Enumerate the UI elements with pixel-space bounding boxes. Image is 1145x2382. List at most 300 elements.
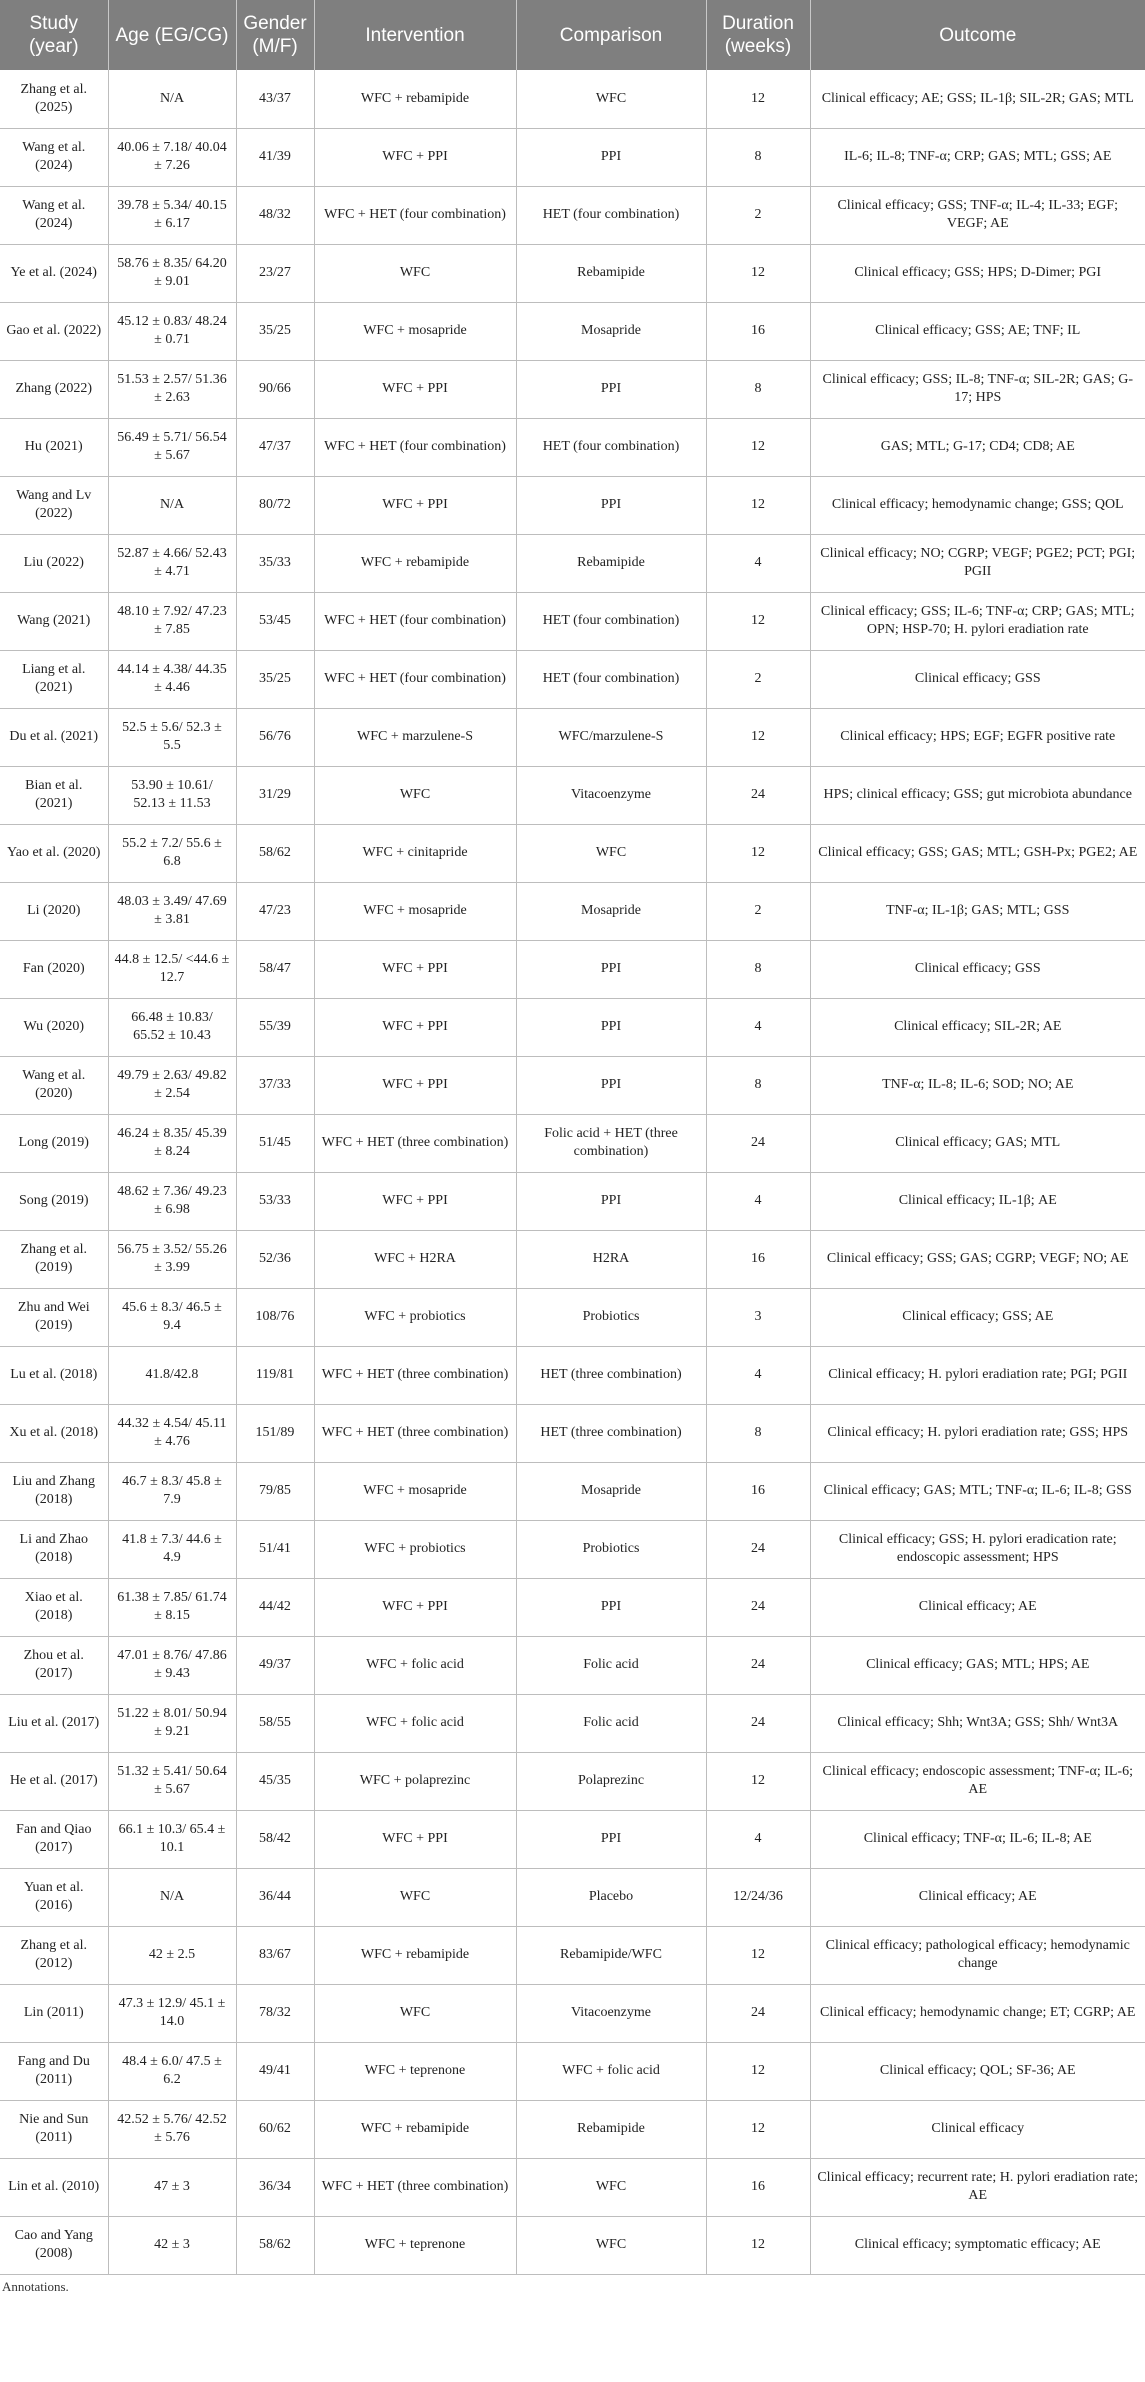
table-row <box>0 1172 1145 1230</box>
cell-gender: 36/34 <box>236 2158 314 2216</box>
cell-comparison: Rebamipide/WFC <box>516 1926 706 1984</box>
cell-age: 44.32 ± 4.54/ 45.11 ± 4.76 <box>108 1404 236 1462</box>
cell-study: He et al. (2017) <box>0 1752 108 1810</box>
cell-study: Yuan et al. (2016) <box>0 1868 108 1926</box>
cell-study: Long (2019) <box>0 1114 108 1172</box>
cell-outcome: Clinical efficacy; GSS; IL-6; TNF-α; CRP; GAS; MTL; OPN; HSP-70; H. pylori eradiation rate <box>810 592 1145 650</box>
cell-intervention: WFC + PPI <box>314 476 516 534</box>
cell-age: 61.38 ± 7.85/ 61.74 ± 8.15 <box>108 1578 236 1636</box>
cell-comparison: PPI <box>516 1810 706 1868</box>
cell-outcome: Clinical efficacy; symptomatic efficacy; AE <box>810 2216 1145 2274</box>
cell-age: 51.32 ± 5.41/ 50.64 ± 5.67 <box>108 1752 236 1810</box>
cell-outcome: Clinical efficacy; GSS <box>810 650 1145 708</box>
cell-duration: 12 <box>706 2042 810 2100</box>
cell-gender: 49/37 <box>236 1636 314 1694</box>
table-row <box>0 1868 1145 1926</box>
cell-age: 47 ± 3 <box>108 2158 236 2216</box>
cell-intervention: WFC + mosapride <box>314 1462 516 1520</box>
cell-age: 51.22 ± 8.01/ 50.94 ± 9.21 <box>108 1694 236 1752</box>
cell-comparison: PPI <box>516 360 706 418</box>
cell-comparison: Vitacoenzyme <box>516 1984 706 2042</box>
table-body <box>0 70 1145 2274</box>
cell-intervention: WFC + rebamipide <box>314 70 516 128</box>
cell-study: Wu (2020) <box>0 998 108 1056</box>
table-row <box>0 1984 1145 2042</box>
table-row <box>0 476 1145 534</box>
table-row <box>0 1462 1145 1520</box>
header-intervention: Intervention <box>314 0 516 70</box>
cell-outcome: Clinical efficacy; GAS; MTL; HPS; AE <box>810 1636 1145 1694</box>
table-row <box>0 360 1145 418</box>
cell-gender: 48/32 <box>236 186 314 244</box>
cell-age: 48.62 ± 7.36/ 49.23 ± 6.98 <box>108 1172 236 1230</box>
cell-outcome: GAS; MTL; G-17; CD4; CD8; AE <box>810 418 1145 476</box>
cell-intervention: WFC + cinitapride <box>314 824 516 882</box>
table-row <box>0 1926 1145 1984</box>
cell-duration: 24 <box>706 1520 810 1578</box>
table-row <box>0 1578 1145 1636</box>
cell-gender: 41/39 <box>236 128 314 186</box>
cell-comparison: Folic acid + HET (three combination) <box>516 1114 706 1172</box>
cell-gender: 23/27 <box>236 244 314 302</box>
cell-intervention: WFC + polaprezinc <box>314 1752 516 1810</box>
cell-intervention: WFC + mosapride <box>314 302 516 360</box>
cell-duration: 8 <box>706 360 810 418</box>
cell-duration: 24 <box>706 766 810 824</box>
cell-gender: 58/47 <box>236 940 314 998</box>
table-row <box>0 2216 1145 2274</box>
cell-comparison: Folic acid <box>516 1636 706 1694</box>
table-row <box>0 244 1145 302</box>
cell-outcome: Clinical efficacy; GSS; GAS; CGRP; VEGF; NO; AE <box>810 1230 1145 1288</box>
cell-gender: 58/42 <box>236 1810 314 1868</box>
cell-intervention: WFC <box>314 1868 516 1926</box>
cell-duration: 4 <box>706 1172 810 1230</box>
cell-duration: 3 <box>706 1288 810 1346</box>
cell-comparison: Probiotics <box>516 1520 706 1578</box>
cell-study: Lin et al. (2010) <box>0 2158 108 2216</box>
cell-study: Wang and Lv (2022) <box>0 476 108 534</box>
cell-comparison: WFC <box>516 2158 706 2216</box>
cell-comparison: Vitacoenzyme <box>516 766 706 824</box>
table-row <box>0 1694 1145 1752</box>
cell-intervention: WFC + teprenone <box>314 2216 516 2274</box>
cell-duration: 8 <box>706 128 810 186</box>
cell-age: N/A <box>108 476 236 534</box>
cell-intervention: WFC + PPI <box>314 128 516 186</box>
cell-intervention: WFC + folic acid <box>314 1636 516 1694</box>
cell-intervention: WFC + PPI <box>314 1578 516 1636</box>
cell-outcome: Clinical efficacy; GSS; AE <box>810 1288 1145 1346</box>
cell-outcome: Clinical efficacy; AE; GSS; IL-1β; SIL-2R; GAS; MTL <box>810 70 1145 128</box>
cell-age: 48.4 ± 6.0/ 47.5 ± 6.2 <box>108 2042 236 2100</box>
cell-study: Li and Zhao (2018) <box>0 1520 108 1578</box>
cell-intervention: WFC + PPI <box>314 940 516 998</box>
cell-age: 42 ± 3 <box>108 2216 236 2274</box>
cell-age: 40.06 ± 7.18/ 40.04 ± 7.26 <box>108 128 236 186</box>
cell-outcome: Clinical efficacy; H. pylori eradiation rate; GSS; HPS <box>810 1404 1145 1462</box>
cell-duration: 12 <box>706 476 810 534</box>
cell-study: Fang and Du (2011) <box>0 2042 108 2100</box>
table-row <box>0 1288 1145 1346</box>
table-row <box>0 708 1145 766</box>
cell-age: 49.79 ± 2.63/ 49.82 ± 2.54 <box>108 1056 236 1114</box>
cell-gender: 35/33 <box>236 534 314 592</box>
cell-outcome: HPS; clinical efficacy; GSS; gut microbiota abundance <box>810 766 1145 824</box>
cell-intervention: WFC + PPI <box>314 360 516 418</box>
table-row <box>0 1404 1145 1462</box>
cell-gender: 79/85 <box>236 1462 314 1520</box>
table-row <box>0 766 1145 824</box>
cell-comparison: HET (four combination) <box>516 418 706 476</box>
cell-outcome: Clinical efficacy; hemodynamic change; ET; CGRP; AE <box>810 1984 1145 2042</box>
header-study: Study (year) <box>0 0 108 70</box>
cell-intervention: WFC + probiotics <box>314 1520 516 1578</box>
cell-gender: 90/66 <box>236 360 314 418</box>
cell-comparison: HET (four combination) <box>516 186 706 244</box>
cell-gender: 51/45 <box>236 1114 314 1172</box>
cell-intervention: WFC + HET (four combination) <box>314 592 516 650</box>
cell-outcome: Clinical efficacy; GSS <box>810 940 1145 998</box>
cell-study: Liu (2022) <box>0 534 108 592</box>
table-row <box>0 418 1145 476</box>
cell-comparison: PPI <box>516 476 706 534</box>
cell-study: Zhu and Wei (2019) <box>0 1288 108 1346</box>
cell-intervention: WFC + PPI <box>314 998 516 1056</box>
cell-comparison: Rebamipide <box>516 2100 706 2158</box>
cell-study: Bian et al. (2021) <box>0 766 108 824</box>
cell-study: Zhou et al. (2017) <box>0 1636 108 1694</box>
cell-comparison: HET (four combination) <box>516 592 706 650</box>
cell-gender: 53/45 <box>236 592 314 650</box>
cell-gender: 49/41 <box>236 2042 314 2100</box>
cell-study: Du et al. (2021) <box>0 708 108 766</box>
cell-age: 42 ± 2.5 <box>108 1926 236 1984</box>
cell-age: 44.14 ± 4.38/ 44.35 ± 4.46 <box>108 650 236 708</box>
cell-comparison: PPI <box>516 1172 706 1230</box>
table-footnote: Annotations. <box>2 2278 69 2294</box>
cell-gender: 83/67 <box>236 1926 314 1984</box>
cell-study: Xu et al. (2018) <box>0 1404 108 1462</box>
cell-gender: 53/33 <box>236 1172 314 1230</box>
table-row <box>0 824 1145 882</box>
cell-intervention: WFC + mosapride <box>314 882 516 940</box>
cell-duration: 4 <box>706 534 810 592</box>
cell-duration: 24 <box>706 1114 810 1172</box>
cell-age: 45.12 ± 0.83/ 48.24 ± 0.71 <box>108 302 236 360</box>
cell-comparison: WFC/marzulene-S <box>516 708 706 766</box>
cell-gender: 37/33 <box>236 1056 314 1114</box>
header-duration: Duration (weeks) <box>706 0 810 70</box>
cell-comparison: Probiotics <box>516 1288 706 1346</box>
cell-intervention: WFC + teprenone <box>314 2042 516 2100</box>
cell-gender: 47/23 <box>236 882 314 940</box>
cell-outcome: Clinical efficacy; AE <box>810 1578 1145 1636</box>
cell-duration: 2 <box>706 882 810 940</box>
cell-duration: 16 <box>706 302 810 360</box>
cell-outcome: Clinical efficacy; AE <box>810 1868 1145 1926</box>
cell-age: 47.3 ± 12.9/ 45.1 ± 14.0 <box>108 1984 236 2042</box>
cell-outcome: Clinical efficacy <box>810 2100 1145 2158</box>
cell-duration: 12 <box>706 2100 810 2158</box>
cell-study: Gao et al. (2022) <box>0 302 108 360</box>
cell-duration: 12 <box>706 244 810 302</box>
cell-duration: 4 <box>706 998 810 1056</box>
cell-age: 56.75 ± 3.52/ 55.26 ± 3.99 <box>108 1230 236 1288</box>
table-row <box>0 1636 1145 1694</box>
cell-comparison: Folic acid <box>516 1694 706 1752</box>
table-row <box>0 1114 1145 1172</box>
cell-outcome: Clinical efficacy; Shh; Wnt3A; GSS; Shh/ Wnt3A <box>810 1694 1145 1752</box>
cell-gender: 55/39 <box>236 998 314 1056</box>
cell-gender: 56/76 <box>236 708 314 766</box>
cell-intervention: WFC <box>314 766 516 824</box>
table-row <box>0 940 1145 998</box>
cell-gender: 58/55 <box>236 1694 314 1752</box>
cell-comparison: Mosapride <box>516 882 706 940</box>
cell-outcome: Clinical efficacy; IL-1β; AE <box>810 1172 1145 1230</box>
cell-age: N/A <box>108 70 236 128</box>
cell-duration: 24 <box>706 1694 810 1752</box>
cell-study: Yao et al. (2020) <box>0 824 108 882</box>
cell-comparison: H2RA <box>516 1230 706 1288</box>
header-outcome: Outcome <box>810 0 1145 70</box>
cell-intervention: WFC + PPI <box>314 1056 516 1114</box>
table-row <box>0 1346 1145 1404</box>
cell-study: Liang et al. (2021) <box>0 650 108 708</box>
cell-gender: 52/36 <box>236 1230 314 1288</box>
cell-outcome: Clinical efficacy; HPS; EGF; EGFR positive rate <box>810 708 1145 766</box>
cell-gender: 108/76 <box>236 1288 314 1346</box>
table-row <box>0 2042 1145 2100</box>
cell-study: Wang et al. (2024) <box>0 128 108 186</box>
cell-duration: 12 <box>706 70 810 128</box>
cell-gender: 35/25 <box>236 302 314 360</box>
cell-duration: 12 <box>706 2216 810 2274</box>
cell-age: 46.24 ± 8.35/ 45.39 ± 8.24 <box>108 1114 236 1172</box>
header-gender: Gender (M/F) <box>236 0 314 70</box>
cell-intervention: WFC + PPI <box>314 1810 516 1868</box>
cell-outcome: Clinical efficacy; GAS; MTL <box>810 1114 1145 1172</box>
cell-study: Zhang et al. (2019) <box>0 1230 108 1288</box>
cell-intervention: WFC + rebamipide <box>314 2100 516 2158</box>
cell-study: Cao and Yang (2008) <box>0 2216 108 2274</box>
cell-duration: 8 <box>706 1404 810 1462</box>
cell-duration: 16 <box>706 2158 810 2216</box>
table-row <box>0 2100 1145 2158</box>
cell-comparison: WFC + folic acid <box>516 2042 706 2100</box>
cell-gender: 36/44 <box>236 1868 314 1926</box>
cell-outcome: Clinical efficacy; GSS; AE; TNF; IL <box>810 302 1145 360</box>
cell-study: Song (2019) <box>0 1172 108 1230</box>
cell-outcome: Clinical efficacy; SIL-2R; AE <box>810 998 1145 1056</box>
cell-outcome: Clinical efficacy; GAS; MTL; TNF-α; IL-6; IL-8; GSS <box>810 1462 1145 1520</box>
cell-intervention: WFC + HET (three combination) <box>314 1404 516 1462</box>
cell-outcome: Clinical efficacy; GSS; IL-8; TNF-α; SIL-2R; GAS; G-17; HPS <box>810 360 1145 418</box>
cell-study: Lu et al. (2018) <box>0 1346 108 1404</box>
cell-age: 45.6 ± 8.3/ 46.5 ± 9.4 <box>108 1288 236 1346</box>
cell-comparison: WFC <box>516 824 706 882</box>
table-row <box>0 2158 1145 2216</box>
cell-age: 55.2 ± 7.2/ 55.6 ± 6.8 <box>108 824 236 882</box>
cell-comparison: PPI <box>516 940 706 998</box>
cell-comparison: PPI <box>516 1056 706 1114</box>
cell-outcome: Clinical efficacy; NO; CGRP; VEGF; PGE2; PCT; PGI; PGII <box>810 534 1145 592</box>
cell-age: 56.49 ± 5.71/ 56.54 ± 5.67 <box>108 418 236 476</box>
cell-gender: 58/62 <box>236 2216 314 2274</box>
cell-intervention: WFC + HET (four combination) <box>314 186 516 244</box>
cell-comparison: WFC <box>516 70 706 128</box>
cell-comparison: PPI <box>516 128 706 186</box>
cell-gender: 60/62 <box>236 2100 314 2158</box>
table-row <box>0 1230 1145 1288</box>
table-row <box>0 650 1145 708</box>
cell-duration: 16 <box>706 1230 810 1288</box>
cell-duration: 12 <box>706 1926 810 1984</box>
cell-outcome: Clinical efficacy; GSS; H. pylori eradication rate; endoscopic assessment; HPS <box>810 1520 1145 1578</box>
cell-duration: 4 <box>706 1346 810 1404</box>
cell-gender: 43/37 <box>236 70 314 128</box>
cell-outcome: Clinical efficacy; H. pylori eradiation rate; PGI; PGII <box>810 1346 1145 1404</box>
cell-duration: 12 <box>706 824 810 882</box>
table-row <box>0 128 1145 186</box>
cell-intervention: WFC + probiotics <box>314 1288 516 1346</box>
cell-study: Li (2020) <box>0 882 108 940</box>
cell-comparison: HET (three combination) <box>516 1346 706 1404</box>
header-comparison: Comparison <box>516 0 706 70</box>
cell-comparison: Polaprezinc <box>516 1752 706 1810</box>
cell-duration: 4 <box>706 1810 810 1868</box>
cell-study: Wang (2021) <box>0 592 108 650</box>
cell-comparison: Mosapride <box>516 302 706 360</box>
cell-outcome: Clinical efficacy; GSS; HPS; D-Dimer; PGI <box>810 244 1145 302</box>
cell-gender: 35/25 <box>236 650 314 708</box>
cell-duration: 12 <box>706 418 810 476</box>
cell-intervention: WFC + HET (three combination) <box>314 1114 516 1172</box>
table-row <box>0 1056 1145 1114</box>
cell-duration: 12/24/36 <box>706 1868 810 1926</box>
cell-intervention: WFC + marzulene-S <box>314 708 516 766</box>
cell-study: Ye et al. (2024) <box>0 244 108 302</box>
cell-intervention: WFC + H2RA <box>314 1230 516 1288</box>
cell-outcome: Clinical efficacy; pathological efficacy; hemodynamic change <box>810 1926 1145 1984</box>
cell-gender: 80/72 <box>236 476 314 534</box>
cell-duration: 24 <box>706 1636 810 1694</box>
cell-age: N/A <box>108 1868 236 1926</box>
cell-comparison: PPI <box>516 1578 706 1636</box>
cell-gender: 58/62 <box>236 824 314 882</box>
cell-age: 46.7 ± 8.3/ 45.8 ± 7.9 <box>108 1462 236 1520</box>
cell-gender: 78/32 <box>236 1984 314 2042</box>
cell-age: 51.53 ± 2.57/ 51.36 ± 2.63 <box>108 360 236 418</box>
cell-duration: 16 <box>706 1462 810 1520</box>
table-row <box>0 302 1145 360</box>
cell-intervention: WFC + HET (four combination) <box>314 650 516 708</box>
cell-comparison: Placebo <box>516 1868 706 1926</box>
cell-age: 58.76 ± 8.35/ 64.20 ± 9.01 <box>108 244 236 302</box>
cell-outcome: TNF-α; IL-1β; GAS; MTL; GSS <box>810 882 1145 940</box>
cell-age: 41.8 ± 7.3/ 44.6 ± 4.9 <box>108 1520 236 1578</box>
table-row <box>0 998 1145 1056</box>
cell-age: 39.78 ± 5.34/ 40.15 ± 6.17 <box>108 186 236 244</box>
cell-comparison: Rebamipide <box>516 244 706 302</box>
cell-outcome: IL-6; IL-8; TNF-α; CRP; GAS; MTL; GSS; AE <box>810 128 1145 186</box>
cell-duration: 2 <box>706 650 810 708</box>
cell-study: Wang et al. (2024) <box>0 186 108 244</box>
cell-outcome: Clinical efficacy; endoscopic assessment; TNF-α; IL-6; AE <box>810 1752 1145 1810</box>
cell-intervention: WFC + rebamipide <box>314 1926 516 1984</box>
cell-study: Fan (2020) <box>0 940 108 998</box>
cell-study: Zhang (2022) <box>0 360 108 418</box>
cell-study: Hu (2021) <box>0 418 108 476</box>
cell-study: Liu et al. (2017) <box>0 1694 108 1752</box>
table-row <box>0 186 1145 244</box>
cell-study: Xiao et al. (2018) <box>0 1578 108 1636</box>
cell-gender: 51/41 <box>236 1520 314 1578</box>
table-row <box>0 1520 1145 1578</box>
cell-age: 41.8/42.8 <box>108 1346 236 1404</box>
cell-comparison: WFC <box>516 2216 706 2274</box>
cell-study: Nie and Sun (2011) <box>0 2100 108 2158</box>
cell-duration: 12 <box>706 1752 810 1810</box>
cell-outcome: Clinical efficacy; recurrent rate; H. pylori eradiation rate; AE <box>810 2158 1145 2216</box>
cell-intervention: WFC + rebamipide <box>314 534 516 592</box>
cell-age: 48.03 ± 3.49/ 47.69 ± 3.81 <box>108 882 236 940</box>
cell-duration: 8 <box>706 940 810 998</box>
cell-intervention: WFC + HET (three combination) <box>314 2158 516 2216</box>
table-row <box>0 534 1145 592</box>
cell-age: 44.8 ± 12.5/ <44.6 ± 12.7 <box>108 940 236 998</box>
cell-age: 42.52 ± 5.76/ 42.52 ± 5.76 <box>108 2100 236 2158</box>
cell-duration: 8 <box>706 1056 810 1114</box>
cell-study: Wang et al. (2020) <box>0 1056 108 1114</box>
table-row <box>0 1810 1145 1868</box>
cell-outcome: Clinical efficacy; GSS; GAS; MTL; GSH-Px; PGE2; AE <box>810 824 1145 882</box>
cell-age: 52.5 ± 5.6/ 52.3 ± 5.5 <box>108 708 236 766</box>
cell-duration: 24 <box>706 1578 810 1636</box>
table-row <box>0 70 1145 128</box>
cell-gender: 45/35 <box>236 1752 314 1810</box>
cell-intervention: WFC + folic acid <box>314 1694 516 1752</box>
cell-gender: 31/29 <box>236 766 314 824</box>
cell-intervention: WFC <box>314 1984 516 2042</box>
cell-gender: 47/37 <box>236 418 314 476</box>
cell-gender: 151/89 <box>236 1404 314 1462</box>
cell-age: 48.10 ± 7.92/ 47.23 ± 7.85 <box>108 592 236 650</box>
table-row <box>0 592 1145 650</box>
table-row <box>0 882 1145 940</box>
cell-age: 66.1 ± 10.3/ 65.4 ± 10.1 <box>108 1810 236 1868</box>
cell-study: Liu and Zhang (2018) <box>0 1462 108 1520</box>
table-header-row <box>0 0 1145 70</box>
cell-study: Lin (2011) <box>0 1984 108 2042</box>
cell-duration: 12 <box>706 708 810 766</box>
cell-comparison: PPI <box>516 998 706 1056</box>
cell-age: 47.01 ± 8.76/ 47.86 ± 9.43 <box>108 1636 236 1694</box>
cell-age: 66.48 ± 10.83/ 65.52 ± 10.43 <box>108 998 236 1056</box>
cell-comparison: Mosapride <box>516 1462 706 1520</box>
cell-gender: 44/42 <box>236 1578 314 1636</box>
cell-intervention: WFC + HET (three combination) <box>314 1346 516 1404</box>
cell-age: 53.90 ± 10.61/ 52.13 ± 11.53 <box>108 766 236 824</box>
table-row <box>0 1752 1145 1810</box>
cell-outcome: Clinical efficacy; hemodynamic change; GSS; QOL <box>810 476 1145 534</box>
cell-study: Zhang et al. (2012) <box>0 1926 108 1984</box>
cell-gender: 119/81 <box>236 1346 314 1404</box>
cell-intervention: WFC <box>314 244 516 302</box>
cell-outcome: Clinical efficacy; TNF-α; IL-6; IL-8; AE <box>810 1810 1145 1868</box>
cell-duration: 2 <box>706 186 810 244</box>
